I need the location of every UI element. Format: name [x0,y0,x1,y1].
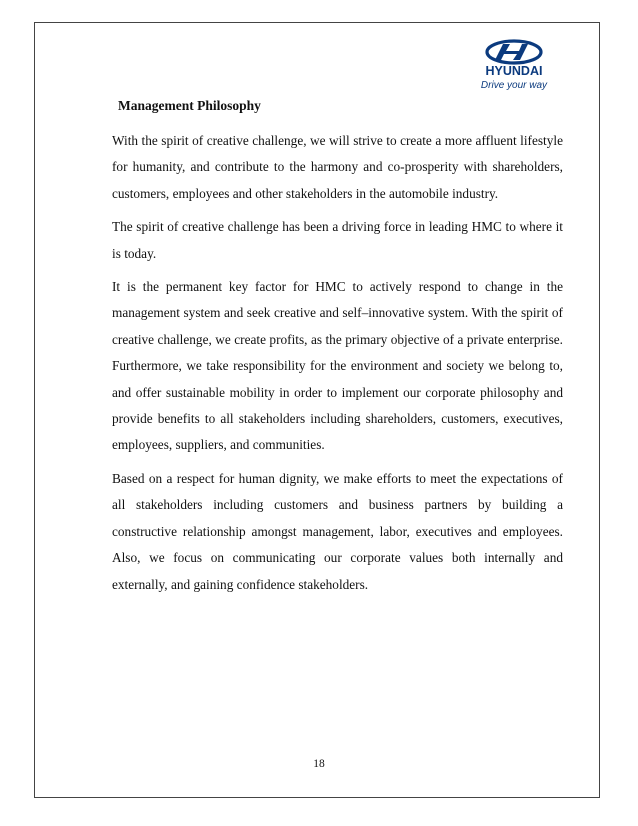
logo-wordmark: HYUNDAI [485,64,543,78]
paragraph-3: It is the permanent key factor for HMC to actively respond to change in the management system and seek creative and self–innovative system. With the spirit of creative challenge, we create profits, as the primary objective of a private enterprise. Furthermore, we take responsibility for the environment and society we belong to, and offer sustainable mobility in order to implement our corporate philosophy and provide benefits to all stakeholders including shareholders, customers, executives, employees, suppliers, and communities. [112,279,563,453]
page-number: 18 [313,758,325,770]
body-content [112,128,563,605]
paragraph-2: The spirit of creative challenge has been a driving force in leading HMC to where it is today. [112,219,563,261]
section-heading: Management Philosophy [118,98,261,113]
hyundai-logo [466,38,562,96]
paragraph-1: With the spirit of creative challenge, we will strive to create a more affluent lifestyle for humanity, and contribute to the harmony and co-prosperity with shareholders, customers, employees and other stakeholders in the automobile industry. [112,133,563,201]
paragraph-4: Based on a respect for human dignity, we make efforts to meet the expectations of all stakeholders including customers and business partners by building a constructive relationship amongst management, labor, executives and employees. Also, we focus on communicating our corporate values both internally and externally, and gaining confidence stakeholders. [112,470,563,592]
hyundai-logo-icon [466,38,562,96]
logo-tagline: Drive your way [480,80,548,91]
